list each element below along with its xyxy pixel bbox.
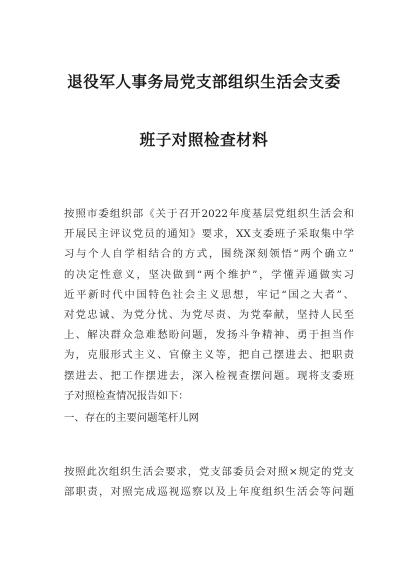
document-title-line-2: 班子对照检查材料 <box>139 131 269 149</box>
document-title-line-1: 退役军人事务局党支部组织生活会支委 <box>67 73 341 91</box>
intro-line: 习与个人自学相结合的方式，围绕深刻领悟“两个确立” <box>64 248 354 261</box>
intro-line: 按照市委组织部《关于召开2022年度基层党组织生活会和 <box>64 208 354 220</box>
intro-line: 的决定性意义，坚决做到“两个维护”，学懂弄通做实习 <box>64 268 354 281</box>
section-line: 部职责，对照完成巡视巡察以及上年度组织生活会等问题 <box>64 486 354 499</box>
intro-line: 近平新时代中国特色社会主义思想，牢记“国之大者”、 <box>64 288 354 301</box>
intro-line: 对党忠诚、为党分忧、为党尽责、为党奉献，坚持人民至 <box>64 308 354 321</box>
intro-paragraph <box>64 204 354 406</box>
section-heading: 一、存在的主要问题笔杆儿网 <box>64 412 200 424</box>
intro-line: 摆进去、把工作摆进去，深入检视查摆问题。现将支委班 <box>64 369 354 382</box>
intro-line: 为，克服形式主义、官僚主义等，把自己摆进去、把职责 <box>64 349 354 362</box>
intro-line: 上、解决群众急难愁盼问题，发扬斗争精神、勇于担当作 <box>64 329 354 342</box>
intro-line: 开展民主评议党员的通知》要求，XX支委班子采取集中学 <box>64 228 354 241</box>
section-line: 按照此次组织生活会要求，党支部委员会对照×规定的党支 <box>64 466 354 478</box>
intro-line: 子对照检查情况报告如下： <box>64 389 189 402</box>
section-paragraph <box>64 462 354 502</box>
